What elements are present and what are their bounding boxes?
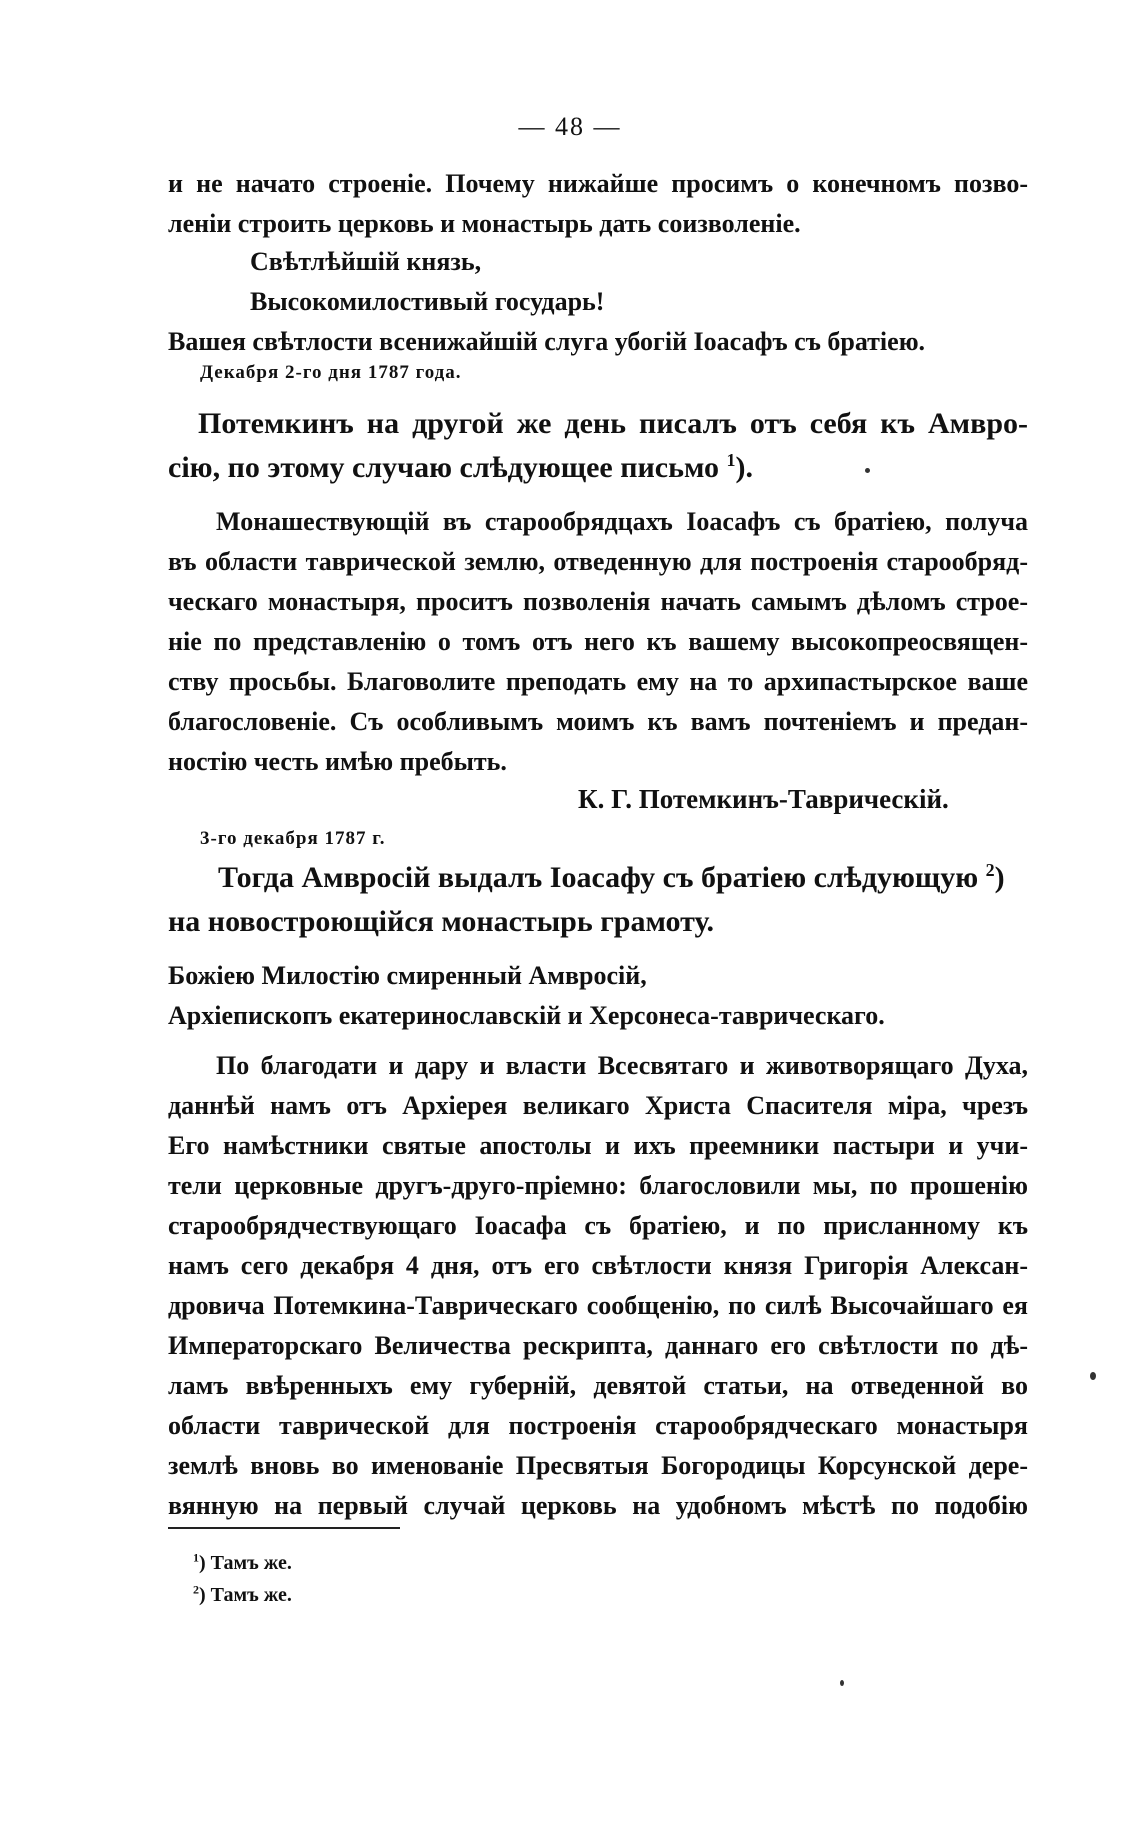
text-line: даннѣй намъ отъ Архіерея великаго Христа Спасителя міра, чрезъ (168, 1091, 1028, 1120)
text-line: Императорскаго Величества рескрипта, даннаго его свѣтлости по дѣ- (168, 1331, 1028, 1360)
text-line: старообрядчествующаго Іоасафа съ братіею, и по присланному къ (168, 1211, 1028, 1240)
letter-potemkin-first-line (216, 502, 1028, 542)
footnote-2: $^2$) Тамъ же. (193, 1582, 292, 1606)
text-line: Его намѣстники святые апостолы и ихъ преемники пастыри и учи- (168, 1131, 1028, 1160)
text-line: сію, по этому случаю слѣдующее письмо (168, 451, 720, 484)
salutation-line-1: Свѣтлѣйшій князь, (250, 247, 482, 276)
text-line: Тогда Амвросій выдалъ Іоасафу съ братіею слѣдующую (218, 861, 979, 894)
date-letter-1: Декабря 2-го дня 1787 года. (200, 362, 462, 383)
text-line: Монашествующій въ старообрядцахъ Іоасафъ съ братіею, получа (216, 507, 1028, 536)
salutation-line-2: Высокомилостивый государь! (250, 287, 605, 316)
charter-heading-line-2: Архіепископъ екатеринославскій и Херсонеса-таврическаго. (168, 1001, 885, 1030)
narrative-1-line-2 (168, 446, 1028, 490)
text-line: ніе по представленію о томъ отъ него къ вашему высокопреосвящен- (168, 627, 1028, 656)
footnote-divider (168, 1527, 400, 1529)
footnote-mark: 2 (193, 1582, 199, 1597)
charter-heading (168, 956, 1028, 996)
narrative-2-line-1 (218, 856, 1028, 900)
letter-continuation-end (168, 204, 1028, 244)
footnote-1: $^1$) Тамъ же. (193, 1550, 292, 1574)
signature-ioasaf (168, 322, 1028, 362)
text-line: на новостроющійся монастырь грамоту. (168, 905, 714, 938)
text-line: и не начато строеніе. Почему нижайше просимъ о конечномъ позво- (168, 169, 1028, 198)
text-line: ческаго монастыря, проситъ позволенія начать самымъ дѣломъ строе- (168, 587, 1028, 616)
charter-heading-2 (168, 996, 1028, 1036)
scan-speck (865, 468, 870, 473)
date-letter-2: 3-го декабря 1787 г. (200, 828, 386, 849)
footnote-text: Тамъ же. (210, 1584, 292, 1606)
footnote-text: Тамъ же. (210, 1552, 292, 1574)
text-line: ностію честь имѣю пребыть. (168, 747, 507, 776)
letter-potemkin-body (168, 542, 1028, 742)
text-line: тели церковные другъ-друго-пріемно: благословили мы, по прошенію (168, 1171, 1028, 1200)
scan-speck (840, 1680, 844, 1686)
text-line: въ области таврической землю, отведенную для построенія старообряд- (168, 547, 1028, 576)
scan-speck (1090, 1372, 1096, 1380)
signature-potemkin: К. Г. Потемкинъ-Таврическій. (578, 784, 949, 814)
text-line: леніи строить церковь и монастырь дать соизволеніе. (168, 209, 801, 238)
charter-heading-line-1: Божіею Милостію смиренный Амвросій, (168, 961, 647, 990)
text-line: ству просьбы. Благоволите преподать ему на то архипастырское ваше (168, 667, 1028, 696)
salutation (250, 242, 1030, 322)
text-line: По благодати и дару и власти Всесвятаго и животворящаго Духа, (216, 1051, 1028, 1080)
text-line-end: ). (735, 451, 754, 484)
text-line: землѣ вновь во именованіе Пресвятыя Богородицы Корсунской дере- (168, 1451, 1028, 1480)
text-line: области таврической для построенія старообрядческаго монастыря (168, 1411, 1028, 1440)
letter-continuation (168, 164, 1028, 204)
footnote-mark: 1 (193, 1550, 199, 1565)
text-line: Потемкинъ на другой же день писалъ отъ себя къ Амвро- (198, 407, 1028, 440)
text-line-end: ) (994, 861, 1005, 894)
charter-first-line (216, 1046, 1028, 1086)
narrative-1-line-1 (198, 402, 1028, 446)
charter-body (168, 1086, 1028, 1526)
footnote-ref-2: 2 (985, 860, 995, 880)
text-line: благословеніе. Съ особливымъ моимъ къ вамъ почтеніемъ и предан- (168, 707, 1028, 736)
text-line: вянную на первый случай церковь на удобномъ мѣстѣ по подобію (168, 1491, 1028, 1520)
page-number: — 48 — (518, 112, 622, 141)
footnote-ref-1: 1 (726, 450, 736, 470)
text-line: дровича Потемкина-Таврическаго сообщенію, по силѣ Высочайшаго ея (168, 1291, 1028, 1320)
signature-text: Вашея свѣтлости всенижайшій слуга убогій Іоасафъ съ братіею. (168, 327, 926, 356)
letter-potemkin-last (168, 742, 1028, 782)
text-line: ламъ ввѣренныхъ ему губерній, девятой статьи, на отведенной во (168, 1371, 1028, 1400)
narrative-2-line-2 (168, 900, 1028, 944)
text-line: намъ сего декабря 4 дня, отъ его свѣтлости князя Григорія Алексан- (168, 1251, 1028, 1280)
